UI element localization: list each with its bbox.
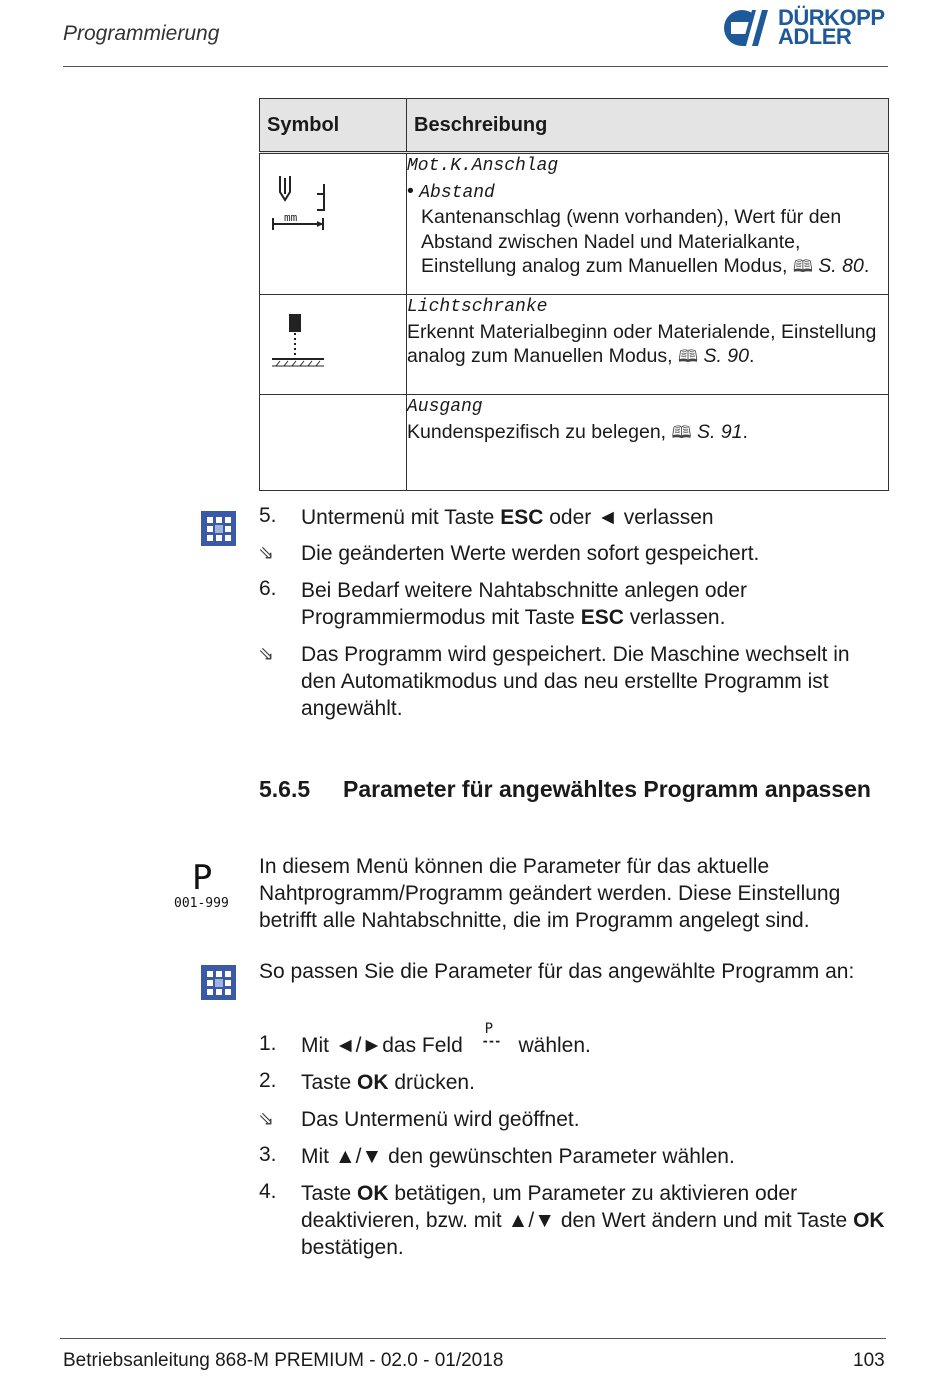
param-description: Kantenanschlag (wenn vorhanden), Wert für den Abstand zwischen Nadel und Materialkante, Einstellung analog zum Manuellen Modus, 🕮 S. 80.	[421, 206, 870, 277]
result-text: Die geänderten Werte werden sofort gespeichert.	[301, 542, 760, 565]
page-reference-link[interactable]: S. 91	[697, 420, 743, 443]
program-field-icon: P ---	[481, 1021, 501, 1048]
result-arrow-icon: ⇘	[258, 644, 274, 665]
book-icon: 🕮	[678, 347, 699, 366]
result-text: Das Programm wird gespeichert. Die Maschine wechselt in den Automatikmodus und das neu erstellte Programm ist angewählt.	[301, 643, 850, 720]
param-name: Lichtschranke	[407, 297, 548, 317]
table-header-row	[260, 99, 889, 153]
section-number: 5.6.5	[259, 776, 311, 802]
edge-stop-distance-icon	[260, 164, 399, 244]
logo-mark-icon	[722, 6, 774, 50]
book-icon: 🕮	[671, 422, 692, 442]
howto-paragraph: So passen Sie die Parameter für das angewählte Programm an:	[259, 960, 855, 983]
logo-line-2: ADLER	[778, 24, 852, 49]
step-number: 3.	[259, 1143, 277, 1166]
operation-steps-icon	[201, 965, 236, 1000]
book-icon: 🕮	[792, 257, 813, 276]
step-number: 6.	[259, 577, 277, 600]
intro-paragraph: In diesem Menü können die Parameter für das aktuelle Nahtprogramm/Programm geändert werden. Diese Einstellung betrifft alle Nahtabschnitte, die im Programm angelegt sind.	[259, 855, 841, 932]
step-text: Bei Bedarf weitere Nahtabschnitte anlegen oder Programmiermodus mit Taste ESC verlassen.	[301, 579, 747, 629]
brand-logo	[722, 6, 892, 52]
param-name: Ausgang	[407, 397, 483, 417]
operation-steps-icon	[201, 511, 236, 546]
section-title: Parameter für angewähltes Programm anpassen	[343, 776, 871, 802]
description-cell	[407, 395, 889, 491]
description-cell	[407, 295, 889, 395]
symbol-cell	[260, 295, 407, 395]
table-row	[260, 395, 889, 491]
param-description: Kundenspezifisch zu belegen, 🕮 S. 91.	[407, 420, 748, 443]
col-description-header: Beschreibung	[407, 99, 889, 153]
step-text: Taste OK betätigen, um Parameter zu aktivieren oder deaktivieren, bzw. mit ▲/▼ den Wert ändern und mit Taste OK bestätigen.	[301, 1182, 885, 1259]
svg-text:mm: mm	[284, 211, 298, 224]
description-cell	[407, 153, 889, 295]
param-description: Erkennt Materialbeginn oder Materialende, Einstellung analog zum Manuellen Modus, 🕮 S. 90.	[407, 320, 877, 367]
header-rule	[63, 66, 888, 67]
result-arrow-icon: ⇘	[258, 543, 274, 564]
param-subname: Abstand	[419, 182, 495, 203]
step-number: 5.	[259, 504, 277, 527]
table-row	[260, 295, 889, 395]
running-header: Programmierung	[63, 22, 220, 45]
result-text: Das Untermenü wird geöffnet.	[301, 1108, 580, 1131]
symbol-cell	[260, 153, 407, 295]
footer-rule	[60, 1338, 886, 1339]
program-parameter-icon: P 001-999	[174, 858, 229, 911]
step-number: 2.	[259, 1069, 277, 1092]
table-row	[260, 153, 889, 295]
logo-line-1: DÜRKOPP	[778, 5, 885, 30]
step-text: Mit ▲/▼ den gewünschten Parameter wählen.	[301, 1145, 735, 1168]
step-number: 4.	[259, 1180, 277, 1203]
result-arrow-icon: ⇘	[258, 1109, 274, 1130]
step-text: Mit ◄/►das Feld P --- wählen.	[301, 1021, 591, 1057]
page-number: 103	[853, 1350, 885, 1371]
bullet: •	[407, 179, 420, 202]
symbol-table	[259, 98, 889, 491]
col-symbol-header: Symbol	[260, 99, 407, 153]
light-barrier-icon	[260, 309, 399, 389]
step-text: Untermenü mit Taste ESC oder ◄ verlassen	[301, 506, 714, 529]
page-reference-link[interactable]: S. 80	[818, 255, 864, 277]
page-reference-link[interactable]: S. 90	[703, 345, 750, 367]
step-text: Taste OK drücken.	[301, 1071, 475, 1094]
symbol-cell	[260, 395, 407, 491]
footer-document-title: Betriebsanleitung 868-M PREMIUM - 02.0 - 01/2018	[63, 1350, 504, 1371]
param-name: Mot.K.Anschlag	[407, 156, 559, 176]
step-number: 1.	[259, 1032, 277, 1055]
